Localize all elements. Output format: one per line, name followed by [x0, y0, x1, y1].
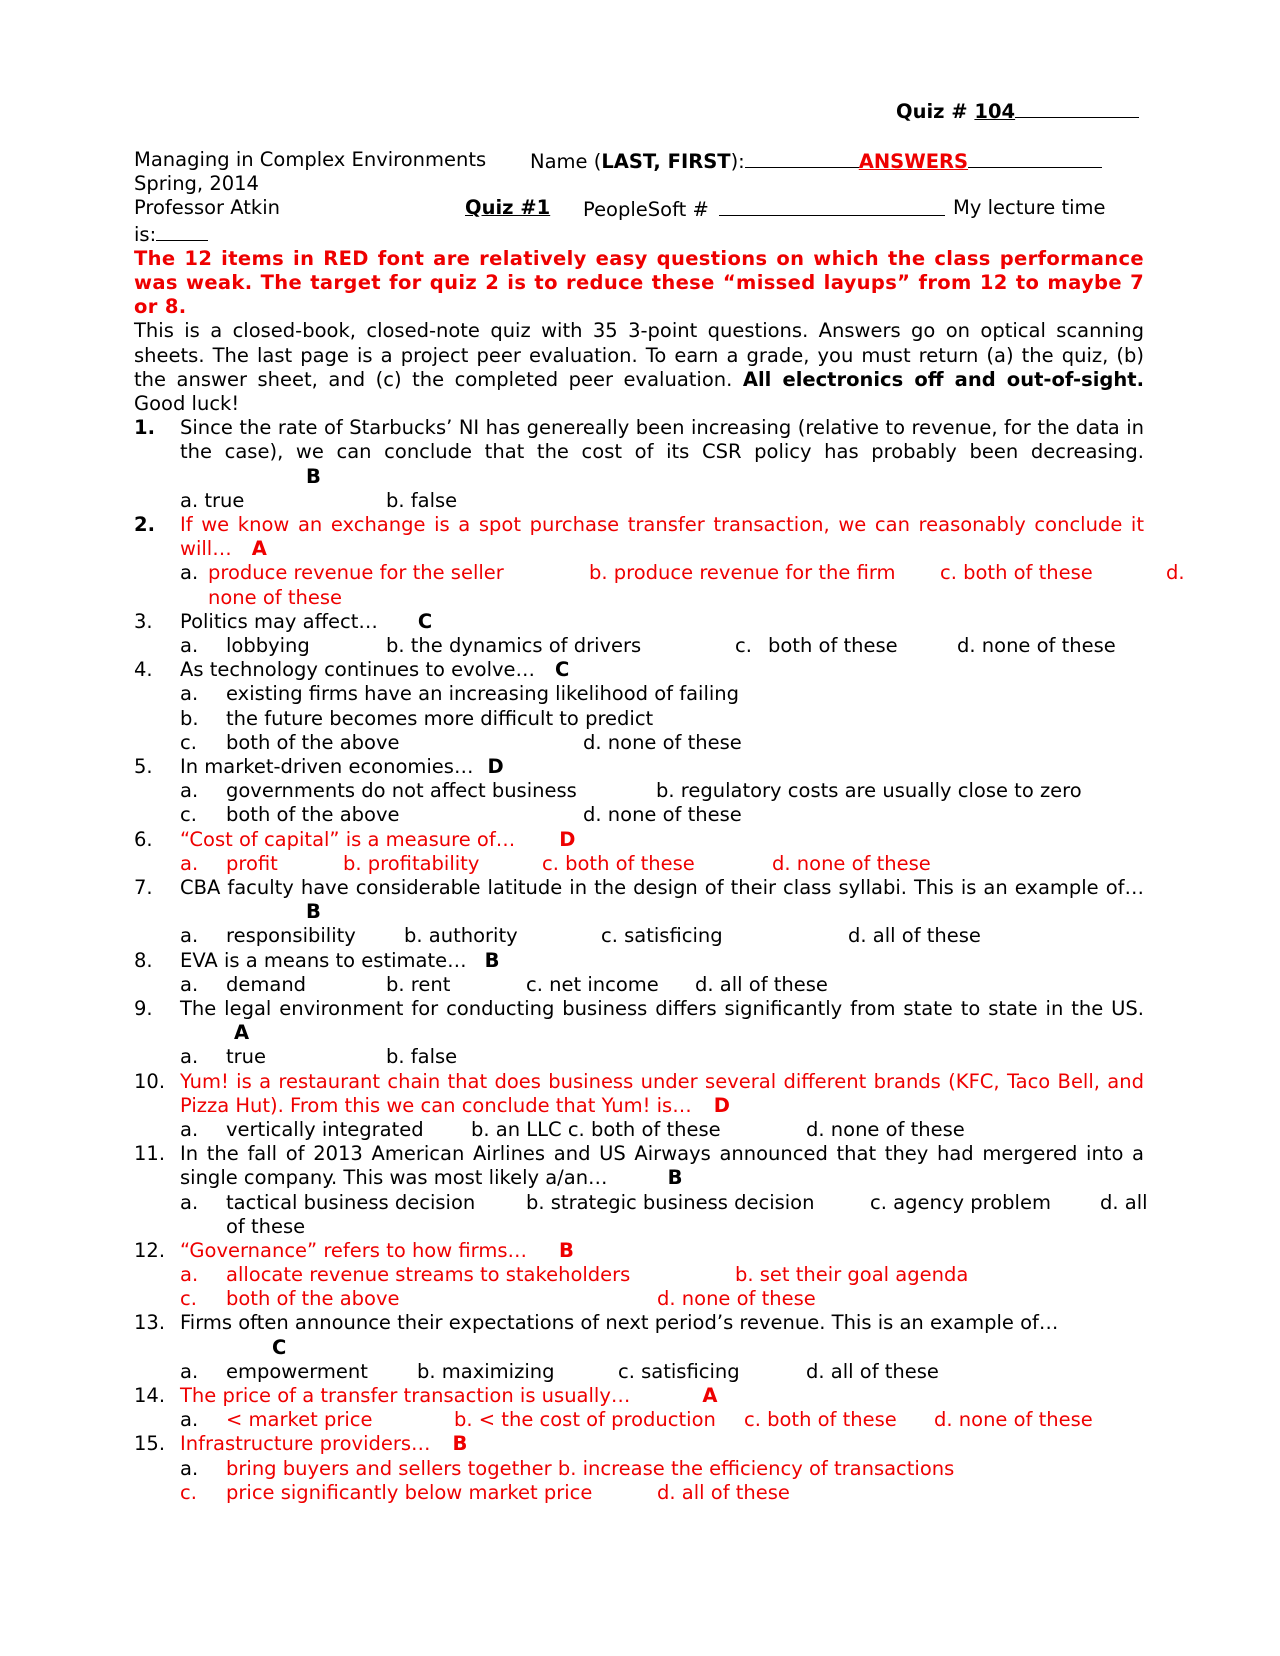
options — [180, 1408, 1144, 1432]
question-text: In the fall of 2013 American Airlines and US Airways announced that they had mergered into a single company. This was most likely a/an… — [180, 1142, 1144, 1190]
option-b[interactable]: b. false — [386, 488, 458, 512]
question-text: The price of a transfer transaction is usually… — [180, 1384, 631, 1408]
option-c[interactable]: c. both of these — [940, 561, 1093, 585]
peoplesoft-blank[interactable] — [719, 196, 945, 216]
question-text: Firms often announce their expectations of next period’s revenue. This is an example of… — [180, 1311, 1059, 1335]
question-9 — [134, 997, 1144, 1070]
question-answer: C — [272, 1335, 287, 1359]
instructions — [134, 319, 1144, 416]
option-d-text[interactable]: of these — [226, 1214, 306, 1238]
options — [180, 1045, 1144, 1069]
instructions-text: This is a closed-book, closed-note quiz with 35 3-point questions. Answers go on optical scanning sheets. The last page is a project peer evaluation. To earn a grade, you must return (a) the quiz, (b) the answer sheet, and (c) the completed peer evaluation. — [134, 319, 1144, 391]
question-answer: D — [487, 754, 504, 778]
question-number: 9. — [134, 996, 153, 1020]
option-letter: a. — [180, 1263, 199, 1287]
option-letter: a. — [180, 561, 199, 585]
quiz-number-line — [134, 98, 1144, 148]
question-text: Since the rate of Starbucks’ NI has genereally been increasing (relative to revenue, for the data in the case), we can conclude that the cost of its CSR policy has probably been decreasing. — [180, 416, 1144, 464]
options — [180, 852, 1144, 876]
option-a[interactable]: existing firms have an increasing likelihood of failing — [226, 682, 740, 706]
question-number: 13. — [134, 1311, 166, 1335]
question-number: 12. — [134, 1238, 166, 1262]
option-letter: a. — [180, 779, 199, 803]
question-7 — [134, 876, 1144, 949]
question-text: As technology continues to evolve… — [180, 658, 536, 682]
option-letter: b. — [180, 706, 199, 730]
options — [180, 779, 1144, 803]
question-2 — [134, 513, 1185, 610]
option-b[interactable]: b. regulatory costs are usually close to zero — [656, 779, 1082, 803]
question-answer: A — [234, 1021, 250, 1045]
option-a[interactable]: profit — [226, 851, 278, 875]
option-b[interactable]: b. rent — [386, 972, 451, 996]
option-b[interactable]: b. set their goal agenda — [735, 1263, 969, 1287]
option-c[interactable]: both of the above — [226, 803, 400, 827]
option-a[interactable]: produce revenue for the seller — [208, 561, 504, 585]
option-d[interactable]: d. all of these — [806, 1359, 939, 1383]
option-c[interactable]: c. satisficing — [601, 924, 723, 948]
option-d[interactable]: d. all of these — [848, 924, 981, 948]
quiz-document — [134, 98, 1185, 1505]
question-answer: A — [251, 537, 267, 561]
question-text: EVA is a means to estimate… — [180, 948, 467, 972]
lecture-time-label: My lecture time — [953, 196, 1106, 220]
option-a[interactable]: < market price — [226, 1408, 373, 1432]
option-a[interactable]: governments do not affect business — [226, 779, 577, 803]
question-number: 1. — [134, 416, 155, 440]
name-blank-left[interactable] — [745, 148, 859, 168]
option-d[interactable]: d. none of these — [772, 851, 931, 875]
option-d[interactable]: d. none of these — [583, 730, 742, 754]
red-items-note: The 12 items in RED font are relatively easy questions on which the class performance was weak. The target for quiz 2 is to reduce these “missed layups” from 12 to maybe 7 or 8. — [134, 246, 1144, 319]
question-answer: B — [306, 900, 321, 924]
question-number: 14. — [134, 1384, 166, 1408]
options — [180, 682, 1144, 706]
peoplesoft-label: PeopleSoft # — [583, 198, 709, 222]
option-b[interactable]: b. false — [386, 1045, 458, 1069]
option-d[interactable]: d. none of these — [657, 1287, 816, 1311]
question-answer: A — [702, 1384, 718, 1408]
option-c[interactable]: c. both of these — [542, 851, 695, 875]
question-12 — [134, 1239, 1144, 1312]
question-text: If we know an exchange is a spot purchase transfer transaction, we can reasonably conclude it will… — [180, 513, 1144, 561]
options — [180, 803, 1144, 827]
option-a-b[interactable]: bring buyers and sellers together b. increase the efficiency of transactions — [226, 1456, 955, 1480]
option-a[interactable]: empowerment — [226, 1359, 368, 1383]
options — [180, 924, 1144, 948]
question-number: 11. — [134, 1142, 166, 1166]
question-number: 6. — [134, 827, 153, 851]
option-c[interactable]: both of the above — [226, 730, 400, 754]
options — [180, 707, 1144, 731]
option-letter: a. — [180, 1117, 199, 1141]
option-letter: a. — [180, 924, 199, 948]
quiz-number-label: Quiz # — [896, 100, 975, 123]
option-b[interactable]: b. authority — [404, 924, 518, 948]
name-blank-right[interactable] — [968, 148, 1102, 168]
question-text: CBA faculty have considerable latitude in the design of their class syllabi. This is an example of… — [180, 875, 1144, 899]
option-a[interactable]: vertically integrated — [226, 1117, 424, 1141]
question-answer: C — [555, 658, 570, 682]
option-c[interactable]: both of these — [768, 634, 898, 657]
quiz-number-blank[interactable] — [1015, 98, 1139, 118]
question-8 — [134, 949, 1144, 997]
question-text: Politics may affect… — [180, 609, 378, 633]
option-a[interactable]: allocate revenue streams to stakeholders — [226, 1263, 631, 1287]
option-b[interactable]: b. the dynamics of drivers — [386, 634, 642, 657]
option-a[interactable]: true — [226, 1045, 267, 1069]
question-number: 2. — [134, 513, 155, 536]
options — [180, 1360, 1144, 1384]
question-number: 5. — [134, 754, 153, 778]
option-letter: c. — [180, 1480, 197, 1504]
option-d[interactable]: d. all of these — [657, 1480, 790, 1504]
question-13 — [134, 1311, 1144, 1384]
option-d-text[interactable]: none of these — [208, 585, 342, 609]
question-answer: B — [306, 464, 321, 488]
option-letter: a. — [180, 972, 199, 996]
question-10 — [134, 1070, 1144, 1143]
quiz-number-value: 104 — [974, 100, 1016, 123]
question-number: 4. — [134, 658, 153, 682]
question-text: “Governance” refers to how firms… — [180, 1238, 527, 1262]
question-answer: B — [452, 1432, 468, 1456]
question-answer: B — [667, 1166, 683, 1190]
option-d[interactable]: d. none of these — [806, 1117, 965, 1141]
question-number: 7. — [134, 875, 153, 899]
option-a[interactable]: responsibility — [226, 924, 356, 948]
options — [180, 1287, 1144, 1311]
name-label: Name ( — [530, 150, 602, 173]
options — [180, 1263, 1144, 1287]
question-4 — [134, 658, 1144, 755]
options — [180, 1190, 1148, 1215]
options — [180, 731, 1144, 755]
option-c[interactable]: price significantly below market price — [226, 1480, 593, 1504]
options — [180, 1457, 1144, 1481]
name-label-bold: LAST, FIRST — [601, 150, 731, 173]
options — [180, 489, 1144, 513]
quiz-title: Quiz #1 — [465, 196, 551, 220]
question-number: 10. — [134, 1069, 166, 1093]
option-c[interactable]: both of the above — [226, 1287, 400, 1311]
instructions-end: Good luck! — [134, 392, 240, 415]
option-letter: c. — [180, 1287, 197, 1311]
option-letter: a. — [180, 1045, 199, 1069]
option-d[interactable]: d. all of these — [695, 972, 828, 996]
question-text: In market-driven economies… — [180, 754, 474, 778]
option-d[interactable]: d. — [1166, 561, 1185, 585]
question-1 — [134, 416, 1144, 513]
option-d[interactable]: d. none of these — [583, 803, 742, 827]
option-letter: a. — [180, 634, 199, 657]
option-d[interactable]: d. none of these — [957, 634, 1116, 657]
question-6 — [134, 828, 1144, 876]
lecture-time-blank[interactable] — [156, 221, 208, 241]
question-answer: D — [559, 827, 576, 851]
question-answer: B — [484, 948, 500, 972]
question-number: 15. — [134, 1432, 166, 1456]
option-b[interactable]: b. produce revenue for the firm — [589, 561, 896, 585]
option-letter: c. — [180, 803, 197, 827]
question-3 — [134, 610, 1144, 658]
question-11 — [134, 1142, 1148, 1239]
option-d[interactable]: d. none of these — [934, 1408, 1093, 1432]
option-c[interactable]: c. agency problem — [870, 1190, 1051, 1214]
instructions-bold: All electronics off and out-of-sight. — [742, 367, 1144, 391]
option-b[interactable]: the future becomes more difficult to predict — [226, 706, 654, 730]
options — [180, 561, 1185, 585]
option-letter: a. — [180, 682, 199, 706]
name-line — [134, 148, 1144, 172]
options — [180, 1118, 1144, 1142]
option-b[interactable]: b. an LLC c. both of these — [471, 1117, 721, 1141]
option-b[interactable]: b. maximizing — [417, 1359, 555, 1383]
option-letter: a. — [180, 1456, 199, 1480]
question-text: “Cost of capital” is a measure of… — [180, 827, 516, 851]
course-title: Managing in Complex Environments — [134, 148, 487, 171]
question-answer: C — [417, 609, 433, 633]
option-letter: c. — [735, 634, 752, 657]
option-c[interactable]: c. satisficing — [618, 1359, 740, 1383]
option-c[interactable]: c. both of these — [744, 1408, 897, 1432]
question-text: Yum! is a restaurant chain that does business under several different brands (KFC, Taco Bell, and Pizza Hut). From this we can conclude that Yum! is… — [180, 1069, 1144, 1117]
option-letter: a. — [180, 851, 199, 875]
option-a[interactable]: tactical business decision — [226, 1190, 476, 1214]
options — [180, 1481, 1144, 1505]
question-answer: D — [713, 1093, 730, 1117]
option-letter: a. — [180, 1190, 199, 1214]
answers-label: ANSWERS — [858, 150, 969, 173]
option-letter: c. — [180, 730, 197, 754]
is-label: is: — [134, 222, 157, 246]
option-a[interactable]: demand — [226, 972, 307, 996]
question-number: 3. — [134, 609, 153, 633]
question-15 — [134, 1432, 1144, 1505]
professor-line — [134, 196, 1144, 220]
option-b[interactable]: b. strategic business decision — [526, 1190, 815, 1214]
option-d[interactable]: d. all — [1100, 1190, 1148, 1214]
professor: Professor Atkin — [134, 196, 280, 220]
question-5 — [134, 755, 1144, 828]
question-number: 8. — [134, 948, 153, 972]
option-b[interactable]: b. < the cost of production — [454, 1408, 716, 1432]
question-text: The legal environment for conducting business differs significantly from state to state in the US. — [180, 996, 1144, 1020]
name-label-close: ): — [730, 150, 745, 173]
option-b[interactable]: b. profitability — [343, 851, 480, 875]
option-a[interactable]: lobbying — [226, 634, 310, 657]
option-letter: a. — [180, 1408, 199, 1432]
question-text: Infrastructure providers… — [180, 1432, 431, 1456]
option-letter: a. — [180, 1359, 199, 1383]
term: Spring, 2014 — [134, 172, 259, 196]
question-14 — [134, 1384, 1144, 1432]
question-answer: B — [559, 1238, 574, 1262]
option-a[interactable]: a. true — [180, 488, 245, 512]
options — [180, 634, 1144, 658]
option-c[interactable]: c. net income — [526, 972, 659, 996]
options — [180, 973, 1144, 997]
